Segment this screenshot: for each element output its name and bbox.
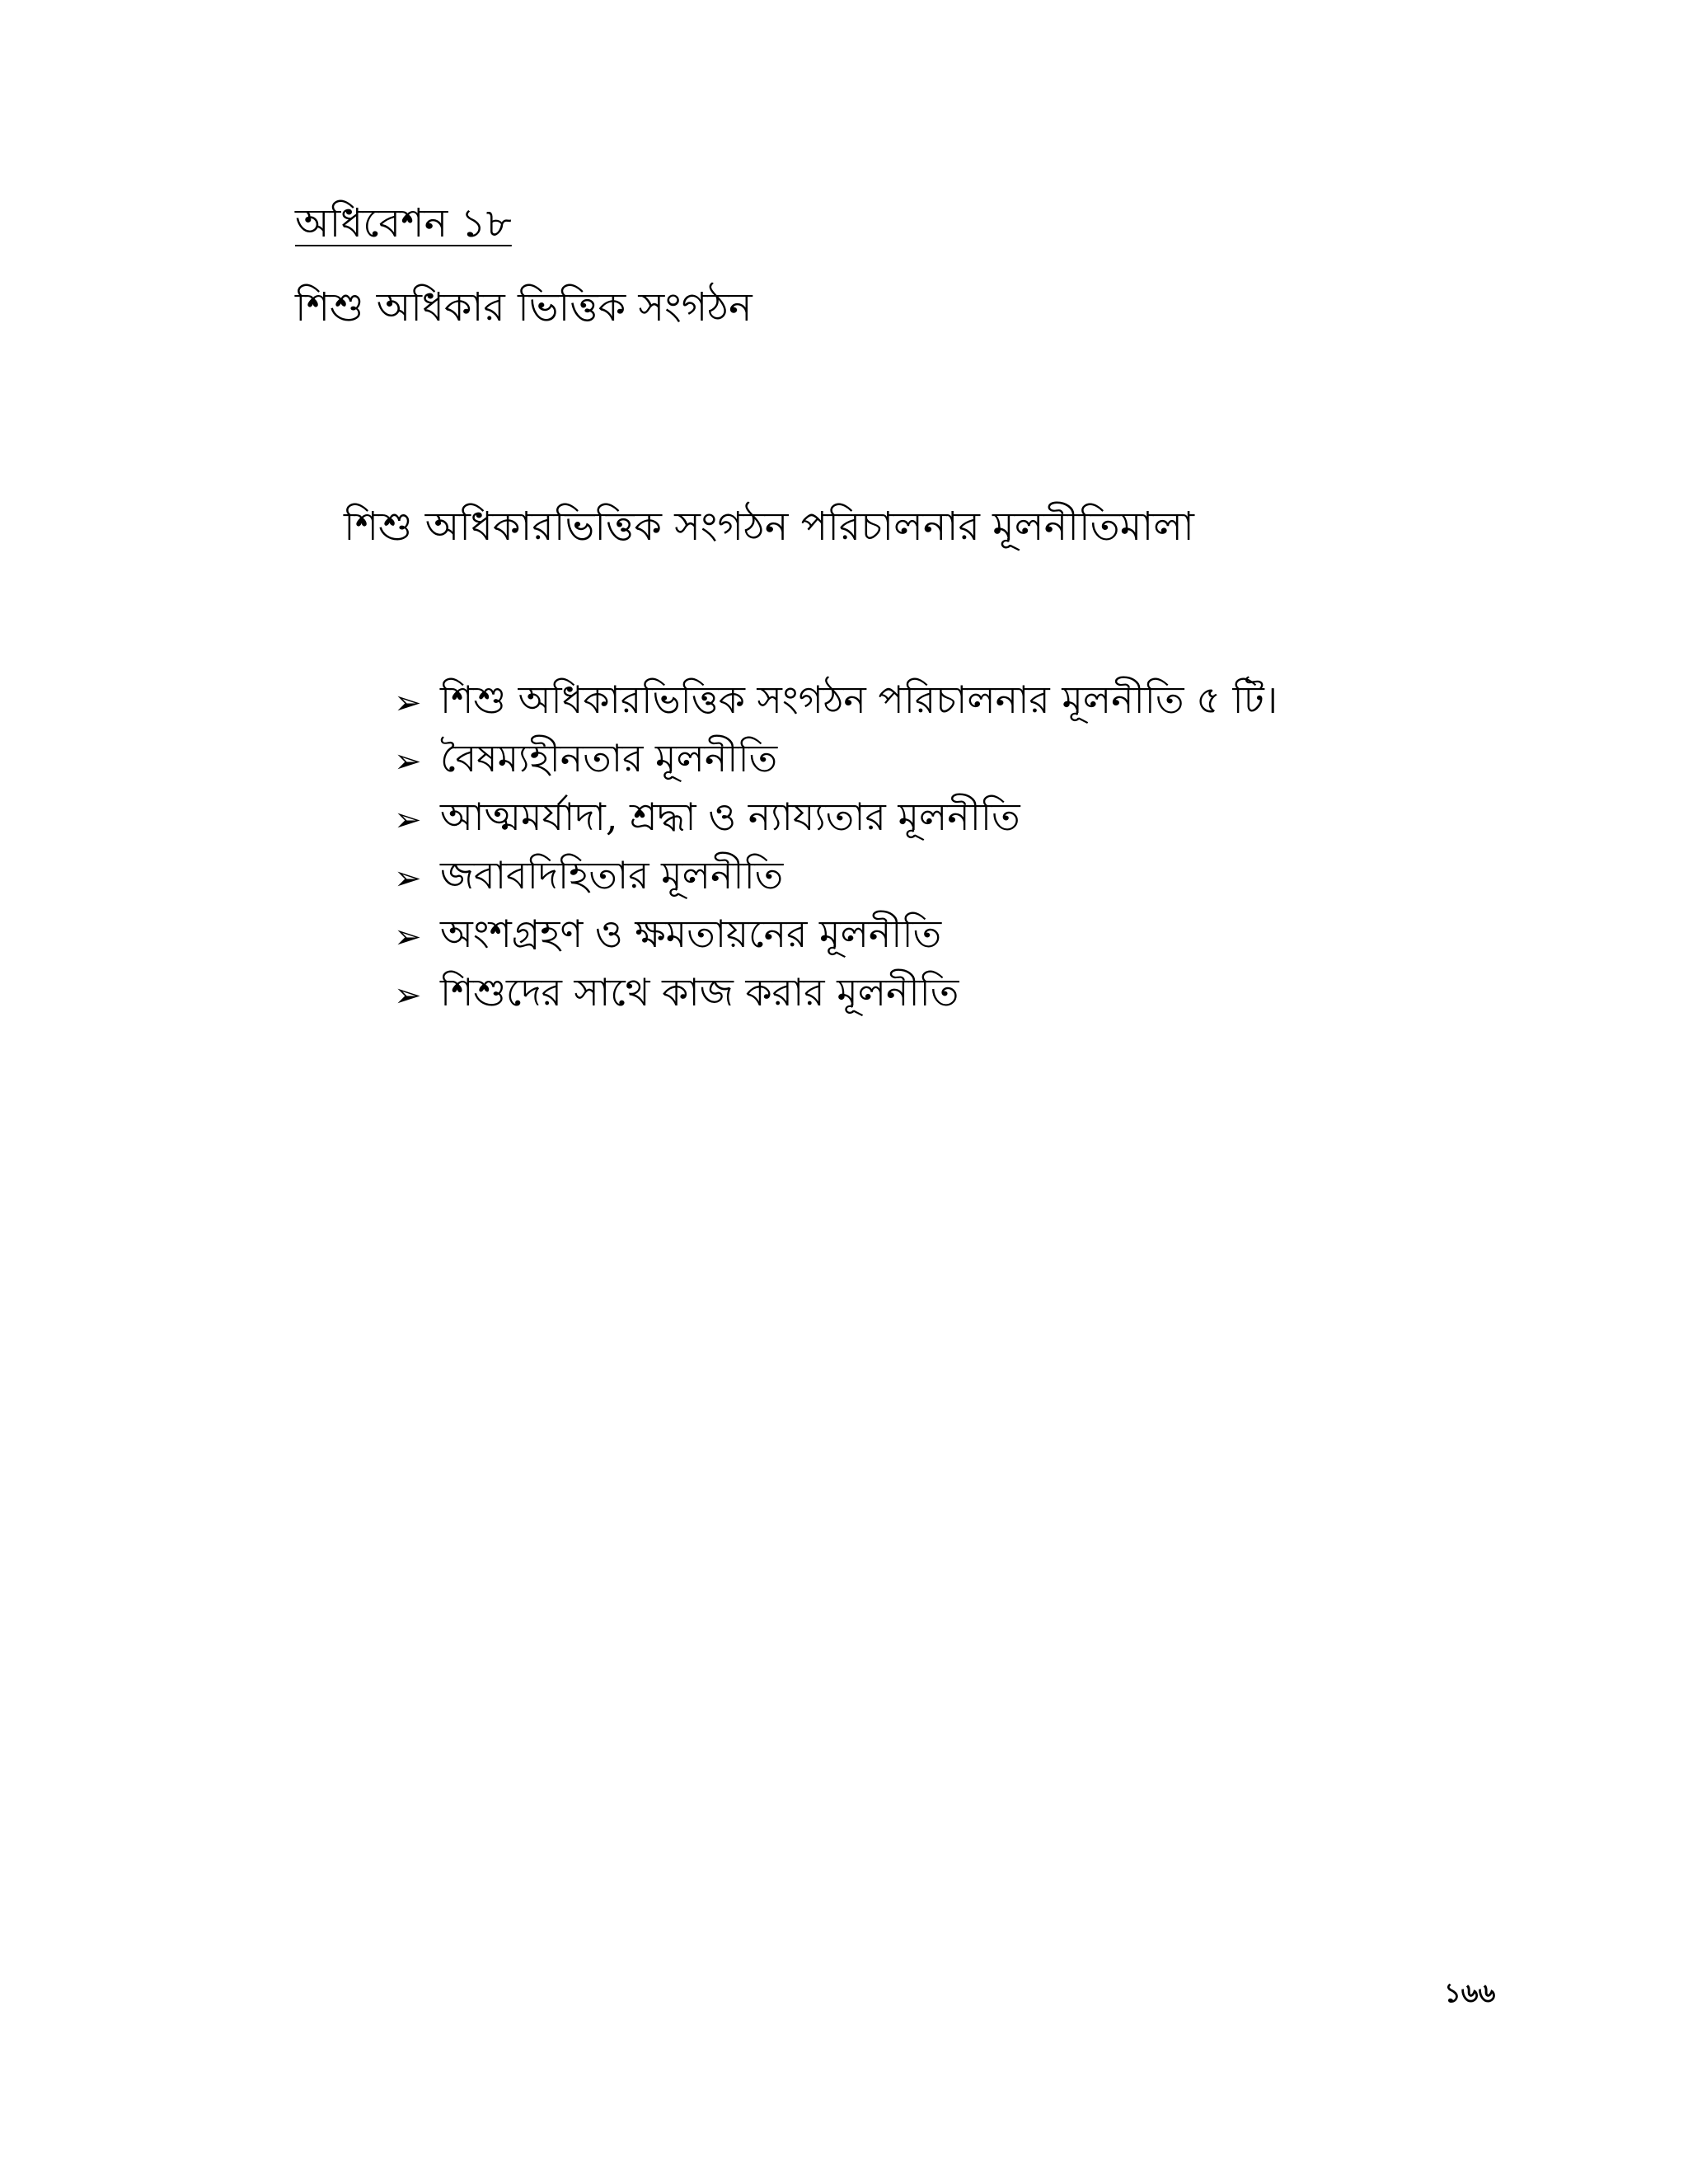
list-item-text: বৈষম্যহীনতার মূলনীতি (440, 735, 778, 780)
session-heading: অধিবেশন ১৮ (295, 200, 512, 246)
list-item-text: শিশু অধিকারভিত্তিক সংগঠন পরিচালনার মূলনীতি ৫ টি। (440, 677, 1278, 722)
list-item (394, 966, 1278, 1024)
list-item (394, 849, 1278, 907)
list-item-text: আত্মমর্যাদা, শ্রদ্ধা ও ন্যায্যতার মূলনীতি (440, 794, 1020, 839)
session-title: শিশু অধিকার ভিত্তিক সংগঠন (295, 284, 753, 330)
list-item-text: জবাবদিহিতার মূলনীতি (440, 852, 784, 898)
arrow-right-icon: ➢ (394, 800, 422, 839)
page-number: ১৬৬ (1444, 1977, 1496, 2008)
list-item (394, 673, 1278, 732)
principles-list (394, 673, 1278, 1024)
list-item-text: শিশুদের সাথে কাজ করার মূলনীতি (440, 969, 959, 1015)
arrow-right-icon: ➢ (394, 683, 422, 722)
list-item-text: অংশগ্রহণ ও ক্ষমতায়নের মূলনীতি (440, 911, 942, 956)
arrow-right-icon: ➢ (394, 976, 422, 1015)
list-item (394, 732, 1278, 790)
list-item (394, 907, 1278, 966)
arrow-right-icon: ➢ (394, 917, 422, 956)
arrow-right-icon: ➢ (394, 859, 422, 898)
section-title: শিশু অধিকারভিত্তিক সংগঠন পরিচালনার মূলনীতিমালা (344, 504, 1194, 550)
arrow-right-icon: ➢ (394, 742, 422, 780)
list-item (394, 790, 1278, 849)
